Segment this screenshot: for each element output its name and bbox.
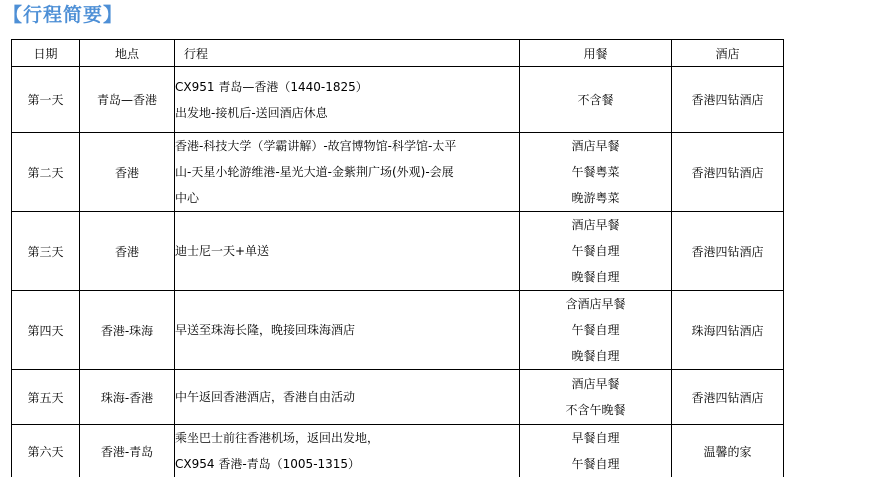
place-cell: 香港-珠海 [80, 291, 175, 370]
route-cell [175, 425, 520, 477]
meals-cell [520, 370, 672, 425]
table-row [12, 291, 784, 370]
day-cell: 第三天 [12, 212, 80, 291]
meal-item: 午餐粤菜 [571, 165, 620, 179]
day-cell: 第二天 [12, 133, 80, 212]
hotel-cell: 香港四钻酒店 [672, 133, 784, 212]
route-line: 香港-科技大学（学霸讲解）-故宫博物馆-科学馆-太平 [175, 139, 457, 153]
route-cell [175, 67, 520, 133]
day-cell: 第六天 [12, 425, 80, 477]
meals-cell [520, 67, 672, 133]
hotel-cell: 香港四钻酒店 [672, 370, 784, 425]
header-date: 日期 [12, 40, 80, 67]
route-cell [175, 370, 520, 425]
meal-item: 午餐自理 [571, 323, 620, 337]
header-meals: 用餐 [520, 40, 672, 67]
place-cell: 香港 [80, 133, 175, 212]
place-cell: 香港-青岛 [80, 425, 175, 477]
meal-item: 晚餐自理 [571, 270, 620, 284]
meal-item: 晚餐自理 [571, 349, 620, 363]
route-line: 早送至珠海长隆，晚接回珠海酒店 [175, 323, 356, 337]
table-row [12, 370, 784, 425]
route-line: 中午返回香港酒店，香港自由活动 [175, 390, 356, 404]
place-cell: 香港 [80, 212, 175, 291]
itinerary-table [11, 39, 784, 477]
section-title: 【行程简要】 [3, 4, 124, 26]
route-cell [175, 133, 520, 212]
meal-item: 晚游粤菜 [571, 191, 620, 205]
hotel-cell: 珠海四钻酒店 [672, 291, 784, 370]
header-place: 地点 [80, 40, 175, 67]
meal-item: 酒店早餐 [571, 139, 620, 153]
meal-item: 早餐自理 [571, 431, 620, 445]
meal-item: 酒店早餐 [571, 218, 620, 232]
day-cell: 第四天 [12, 291, 80, 370]
meals-cell [520, 212, 672, 291]
route-line: 乘坐巴士前往香港机场，返回出发地， [175, 431, 380, 445]
place-cell: 珠海-香港 [80, 370, 175, 425]
route-line: 出发地-接机后-送回酒店休息 [175, 105, 328, 120]
table-row [12, 212, 784, 291]
hotel-cell: 香港四钻酒店 [672, 67, 784, 133]
table-row [12, 67, 784, 133]
table-header-row [12, 40, 784, 67]
hotel-cell: 温馨的家 [672, 425, 784, 477]
route-cell [175, 212, 520, 291]
meal-item: 不含午晚餐 [565, 403, 626, 417]
route-cell [175, 291, 520, 370]
meal-item: 午餐自理 [571, 457, 620, 471]
meal-item: 酒店早餐 [571, 377, 620, 391]
meal-item: 含酒店早餐 [565, 297, 626, 311]
day-cell: 第一天 [12, 67, 80, 133]
table-row [12, 133, 784, 212]
meals-cell [520, 291, 672, 370]
header-hotel: 酒店 [672, 40, 784, 67]
table-row [12, 425, 784, 477]
meal-item: 不含餐 [577, 92, 614, 107]
route-line: CX954 香港-青岛（1005-1315） [175, 457, 361, 471]
hotel-cell: 香港四钻酒店 [672, 212, 784, 291]
route-line: 中心 [175, 191, 200, 205]
meals-cell [520, 425, 672, 477]
route-line: CX951 青岛—香港（1440-1825） [175, 79, 368, 94]
meal-item: 午餐自理 [571, 244, 620, 258]
route-line: 迪士尼一天+单送 [175, 244, 270, 258]
day-cell: 第五天 [12, 370, 80, 425]
header-route: 行程 [175, 40, 520, 67]
place-cell: 青岛—香港 [80, 67, 175, 133]
meals-cell [520, 133, 672, 212]
route-line: 山-天星小轮游维港-星光大道-金紫荆广场(外观)-会展 [175, 165, 454, 179]
